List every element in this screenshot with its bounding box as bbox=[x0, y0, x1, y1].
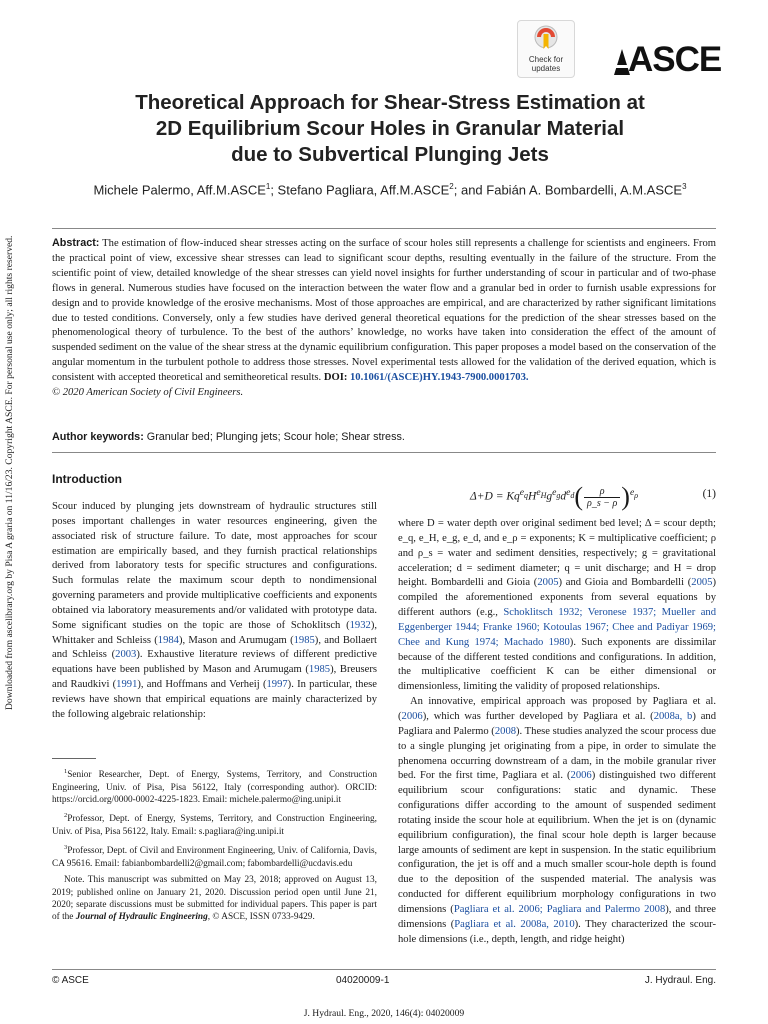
body-text: ) and Gioia and Bombardelli ( bbox=[558, 577, 692, 589]
submission-note bbox=[52, 874, 377, 924]
author-3-affil[interactable]: 3 bbox=[682, 182, 687, 191]
eq-numerator: ρ bbox=[584, 486, 620, 498]
note-text: , © ASCE, ISSN 0733-9429. bbox=[207, 912, 315, 923]
eq-exp: e bbox=[566, 486, 571, 498]
ref-link[interactable]: 1997 bbox=[266, 679, 288, 691]
ref-link[interactable]: 2006 bbox=[401, 710, 423, 722]
ref-link[interactable]: Schoklitsch 1932; Veronese 1937; Mueller and Eggenberger 1944; Franke 1960; Kotoulas 1967; Chee and Padiyar 1969; Chee and Kung 1974; Machado 1980 bbox=[398, 607, 717, 648]
equation-number: (1) bbox=[702, 488, 716, 500]
ref-link[interactable]: 1984 bbox=[157, 634, 179, 646]
eq-exp-sub: H bbox=[540, 490, 547, 500]
body-text: ), and three dimensions ( bbox=[398, 903, 716, 930]
author-keywords bbox=[52, 431, 716, 443]
intro-text: ). Exhaustive literature reviews of different predictive equations have been published by Mason and Arumugam ( bbox=[52, 649, 377, 676]
eq-paren-open: ( bbox=[574, 482, 584, 511]
doi-link[interactable]: 10.1061/(ASCE)HY.1943-7900.0001703. bbox=[347, 372, 529, 384]
abstract-text: The estimation of flow-induced shear stresses acting on the surface of scour holes still represents a challenge for scientists and engineers. From the practical point of view, excessive shear stresses can lead to significant scour depths, resulting eventually in the failure of the structure. From the scientific point of view, detailed knowledge of the shear stresses can yield novel insights for further understanding of scour in particular and of two-phase flows in general. Numerous studies have focused on the interaction between the water flow and a granular bed in order to furnish usable expressions for design and to provide knowledge of the erosive mechanisms. Most of those approaches are empirical, and are characterized by rather significant limitations due to tested conditions. Conversely, only a few studies have derived general theoretical equations for the prediction of the shear stresses based on the phenomenological theory of turbulence. To the best of the authors’ knowledge, no works have taken into consideration the effect of the amount of suspended sediment on the value of the shear stress at the dynamic equilibrium configuration. This paper proposes a model based on the conservation of the angular momentum in the turbulent pothole to address those stresses. Novel experimental tests allowed for the validation of the derived equation, which is consistent with accepted theoretical and semitheoretical results. bbox=[52, 238, 716, 384]
body-text: ). Such exponents are dissimilar because of the different tested conditions and configurations. In addition, the multiplicative coefficient K can be either dimensional or dimensionless, limiting the validity of proposed relationships. bbox=[398, 636, 716, 693]
abstract-label: Abstract: bbox=[52, 237, 100, 249]
footnotes bbox=[52, 766, 377, 928]
ref-link[interactable]: 1991 bbox=[116, 679, 138, 691]
eq-denominator: ρ_s − ρ bbox=[587, 497, 618, 509]
footnote-2 bbox=[52, 810, 377, 838]
equation-1 bbox=[398, 480, 716, 516]
ref-link[interactable]: Pagliara et al. 2008a, 2010 bbox=[454, 918, 575, 930]
ref-link[interactable]: 1985 bbox=[293, 634, 315, 646]
footnote-marker: 1 bbox=[64, 768, 68, 775]
intro-paragraph-1 bbox=[52, 500, 377, 723]
equation-body bbox=[470, 482, 638, 512]
footer-divider bbox=[52, 969, 716, 970]
footnote-text: Professor, Dept. of Energy, Systems, Territory, and Construction Engineering, Univ. of Pisa, Pisa 56122, Italy. Email: s.pagliara@ing.unipi.it bbox=[52, 814, 377, 837]
body-text: ). These studies analyzed the scour process due to a single plunging jet originating from a pipe, in order to simulate the phenomena occurring downstream of a dam, in the mobile granular river bed. For the first time, Pagliara et al. ( bbox=[398, 725, 716, 782]
citation-line: J. Hydraul. Eng., 2020, 146(4): 04020009 bbox=[303, 1008, 465, 1019]
keywords-text: Granular bed; Plunging jets; Scour hole; Shear stress. bbox=[143, 431, 405, 443]
asce-logo bbox=[612, 40, 722, 82]
journal-name: Journal of Hydraulic Engineering bbox=[75, 912, 208, 923]
divider-top bbox=[52, 228, 716, 229]
right-paragraph-2 bbox=[398, 695, 716, 947]
footnote-1 bbox=[52, 766, 377, 806]
intro-text: ), Breusers and Raudkivi ( bbox=[52, 664, 377, 691]
right-column bbox=[398, 517, 716, 947]
ref-link[interactable]: 2008 bbox=[494, 725, 517, 737]
asce-wordmark: ASCE bbox=[628, 40, 722, 79]
footnote-text: Senior Researcher, Dept. of Energy, Systems, Territory, and Construction Engineering, Univ. of Pisa, Pisa 56122, Italy (corresponding author). ORCID: https://orcid.org/0000-0002-4225-1823. Email: michele.palermo@ing.unipi.it bbox=[52, 770, 377, 805]
ref-link[interactable]: 2003 bbox=[115, 649, 137, 661]
intro-text: ), Mason and Arumugam ( bbox=[178, 634, 294, 646]
left-column bbox=[52, 472, 377, 723]
body-text: where D = water depth over original sediment bed level; Δ = scour depth; e_q, e_H, e_g, e_d, and e_ρ = exponents; K = multiplicative coefficient; ρ and ρ_s = water and sediment densities, respectively; g = gravitational acceleration; d = sediment diameter; q = unit discharge; and H = drop height. Bombardelli and Gioia ( bbox=[398, 518, 716, 589]
ref-link[interactable]: 2005 bbox=[537, 577, 559, 589]
intro-text: ), and Bollaert and Schleiss ( bbox=[52, 634, 377, 661]
intro-text: ), and Hoffmans and Verheij ( bbox=[137, 679, 267, 691]
ref-link[interactable]: 2006 bbox=[570, 770, 592, 782]
ref-link[interactable]: 1985 bbox=[308, 664, 331, 676]
keywords-label: Author keywords: bbox=[52, 431, 144, 443]
section-heading-introduction: Introduction bbox=[52, 472, 122, 486]
eq-exp: e bbox=[629, 486, 635, 498]
title-line-2: 2D Equilibrium Scour Holes in Granular Material bbox=[155, 117, 625, 140]
footnote-3 bbox=[52, 842, 377, 870]
abstract bbox=[52, 236, 716, 401]
footnote-marker: 3 bbox=[64, 844, 68, 852]
article-title bbox=[60, 90, 720, 168]
ref-link[interactable]: 1932 bbox=[349, 619, 371, 631]
author-2: ; Stefano Pagliara, Aff.M.ASCE bbox=[270, 182, 450, 198]
eq-exp: e bbox=[536, 486, 541, 498]
footnote-marker: 2 bbox=[64, 812, 68, 820]
eq-exp-sub: d bbox=[570, 490, 575, 500]
note-text: Note. This manuscript was submitted on May 23, 2018; approved on August 13, 2019; published online on January 21, 2020. Discussion period open until June 21, 2020; separate discussions must be submitted for individual papers. This paper is part of the bbox=[52, 875, 377, 923]
abstract-copyright: © 2020 American Society of Civil Engineers. bbox=[52, 387, 244, 399]
title-line-3: due to Subvertical Plunging Jets bbox=[231, 143, 549, 166]
eq-exp-sub: q bbox=[524, 490, 528, 500]
footer-page-id: 04020009-1 bbox=[336, 975, 390, 986]
doi-label: DOI: bbox=[323, 372, 348, 384]
body-text: An innovative, empirical approach was proposed by Pagliara et al. ( bbox=[398, 696, 716, 722]
eq-exp-sub: ρ bbox=[634, 490, 639, 500]
body-text: ) distinguished two different equilibrium scour configurations: static and dynamic. These configurations differ according to the amount of suspended sediment rotating inside the scour hole at equilibrium. When the jet is on (dynamic equilibrium configuration), the final scour hole depth is larger because large amounts of sediment are kept in suspension. In the static equilibrium configuration, the jet is off and a much smaller scour-hole depth is found due to the deposition of the suspended material. The analysis was conducted for different equilibrium morphology configurations in two dimensions ( bbox=[398, 770, 716, 915]
eq-exp: e bbox=[552, 486, 557, 498]
crossmark-icon bbox=[533, 25, 559, 55]
eq-lhs: Δ+D = Kq bbox=[470, 490, 520, 503]
eq-exp: e bbox=[519, 486, 525, 498]
body-text: ), which was further developed by Pagliara et al. ( bbox=[422, 710, 654, 722]
intro-text: ), Whittaker and Schleiss ( bbox=[52, 619, 377, 646]
eq-exp-sub: g bbox=[556, 490, 561, 500]
eq-term: g bbox=[546, 490, 553, 503]
footer-copyright: © ASCE bbox=[52, 975, 89, 986]
footnote-text: Professor, Dept. of Civil and Environment Engineering, Univ. of California, Davis, CA 95616. Email: fabianbombardelli2@gmail.com; fabombardelli@ucdavis.edu bbox=[52, 846, 377, 869]
check-updates-line1: Check for bbox=[528, 55, 564, 64]
intro-text: Scour induced by plunging jets downstream of hydraulic structures still poses important challenges in water resources engineering, given the associated risk of structure failure. To date, most approaches for scour estimation are empirically based, and they furnish practical relationships derived from laboratory tests for specific structures and configurations. Such formulas relate the maximum scour depth to nondimensional governing parameters and provide multiplicative coefficients and exponents obtained via laboratory measurements and/or validated with prototype data. Some significant studies on the topic are those of Schoklitsch ( bbox=[52, 501, 377, 631]
ref-link[interactable]: 2005 bbox=[691, 577, 713, 589]
eq-fraction bbox=[584, 486, 620, 509]
eq-paren-close: ) bbox=[621, 482, 630, 511]
author-2-affil[interactable]: 2 bbox=[449, 182, 454, 191]
intro-text: ). In particular, these reviews have shown that empirical equations are mainly characterized by the following algebraic relationship: bbox=[52, 679, 377, 720]
footer-journal: J. Hydraul. Eng. bbox=[644, 975, 716, 986]
author-1-affil[interactable]: 1 bbox=[265, 182, 271, 191]
download-notice: Downloaded from ascelibrary.org by Pisa A graria on 11/16/23. Copyright ASCE. For personal use only; all rights reserved. bbox=[4, 235, 15, 710]
ref-link[interactable]: 2008a, b bbox=[653, 710, 693, 722]
author-3: ; and Fabián A. Bombardelli, A.M.ASCE bbox=[453, 182, 683, 198]
divider-keywords bbox=[52, 452, 716, 453]
title-line-1: Theoretical Approach for Shear-Stress Estimation at bbox=[135, 91, 645, 114]
eq-term: d bbox=[560, 490, 567, 503]
check-updates-line2: updates bbox=[531, 64, 561, 73]
check-for-updates-badge[interactable] bbox=[517, 20, 575, 78]
body-text: ) and Pagliara and Palermo ( bbox=[398, 710, 716, 737]
author-list bbox=[40, 182, 740, 197]
ref-link[interactable]: Pagliara et al. 2006; Pagliara and Palermo 2008 bbox=[453, 903, 666, 915]
eq-term: H bbox=[528, 490, 537, 503]
footnote-divider bbox=[52, 758, 96, 759]
body-text: ) compiled the aforementioned exponents from several equations by different authors (e.g., bbox=[398, 577, 716, 619]
body-text: ). They characterized the scour-hole dimensions (i.e., depth, length, and ridge height) bbox=[398, 918, 716, 945]
author-1: Michele Palermo, Aff.M.ASCE bbox=[93, 182, 266, 198]
right-paragraph-1 bbox=[398, 517, 716, 695]
